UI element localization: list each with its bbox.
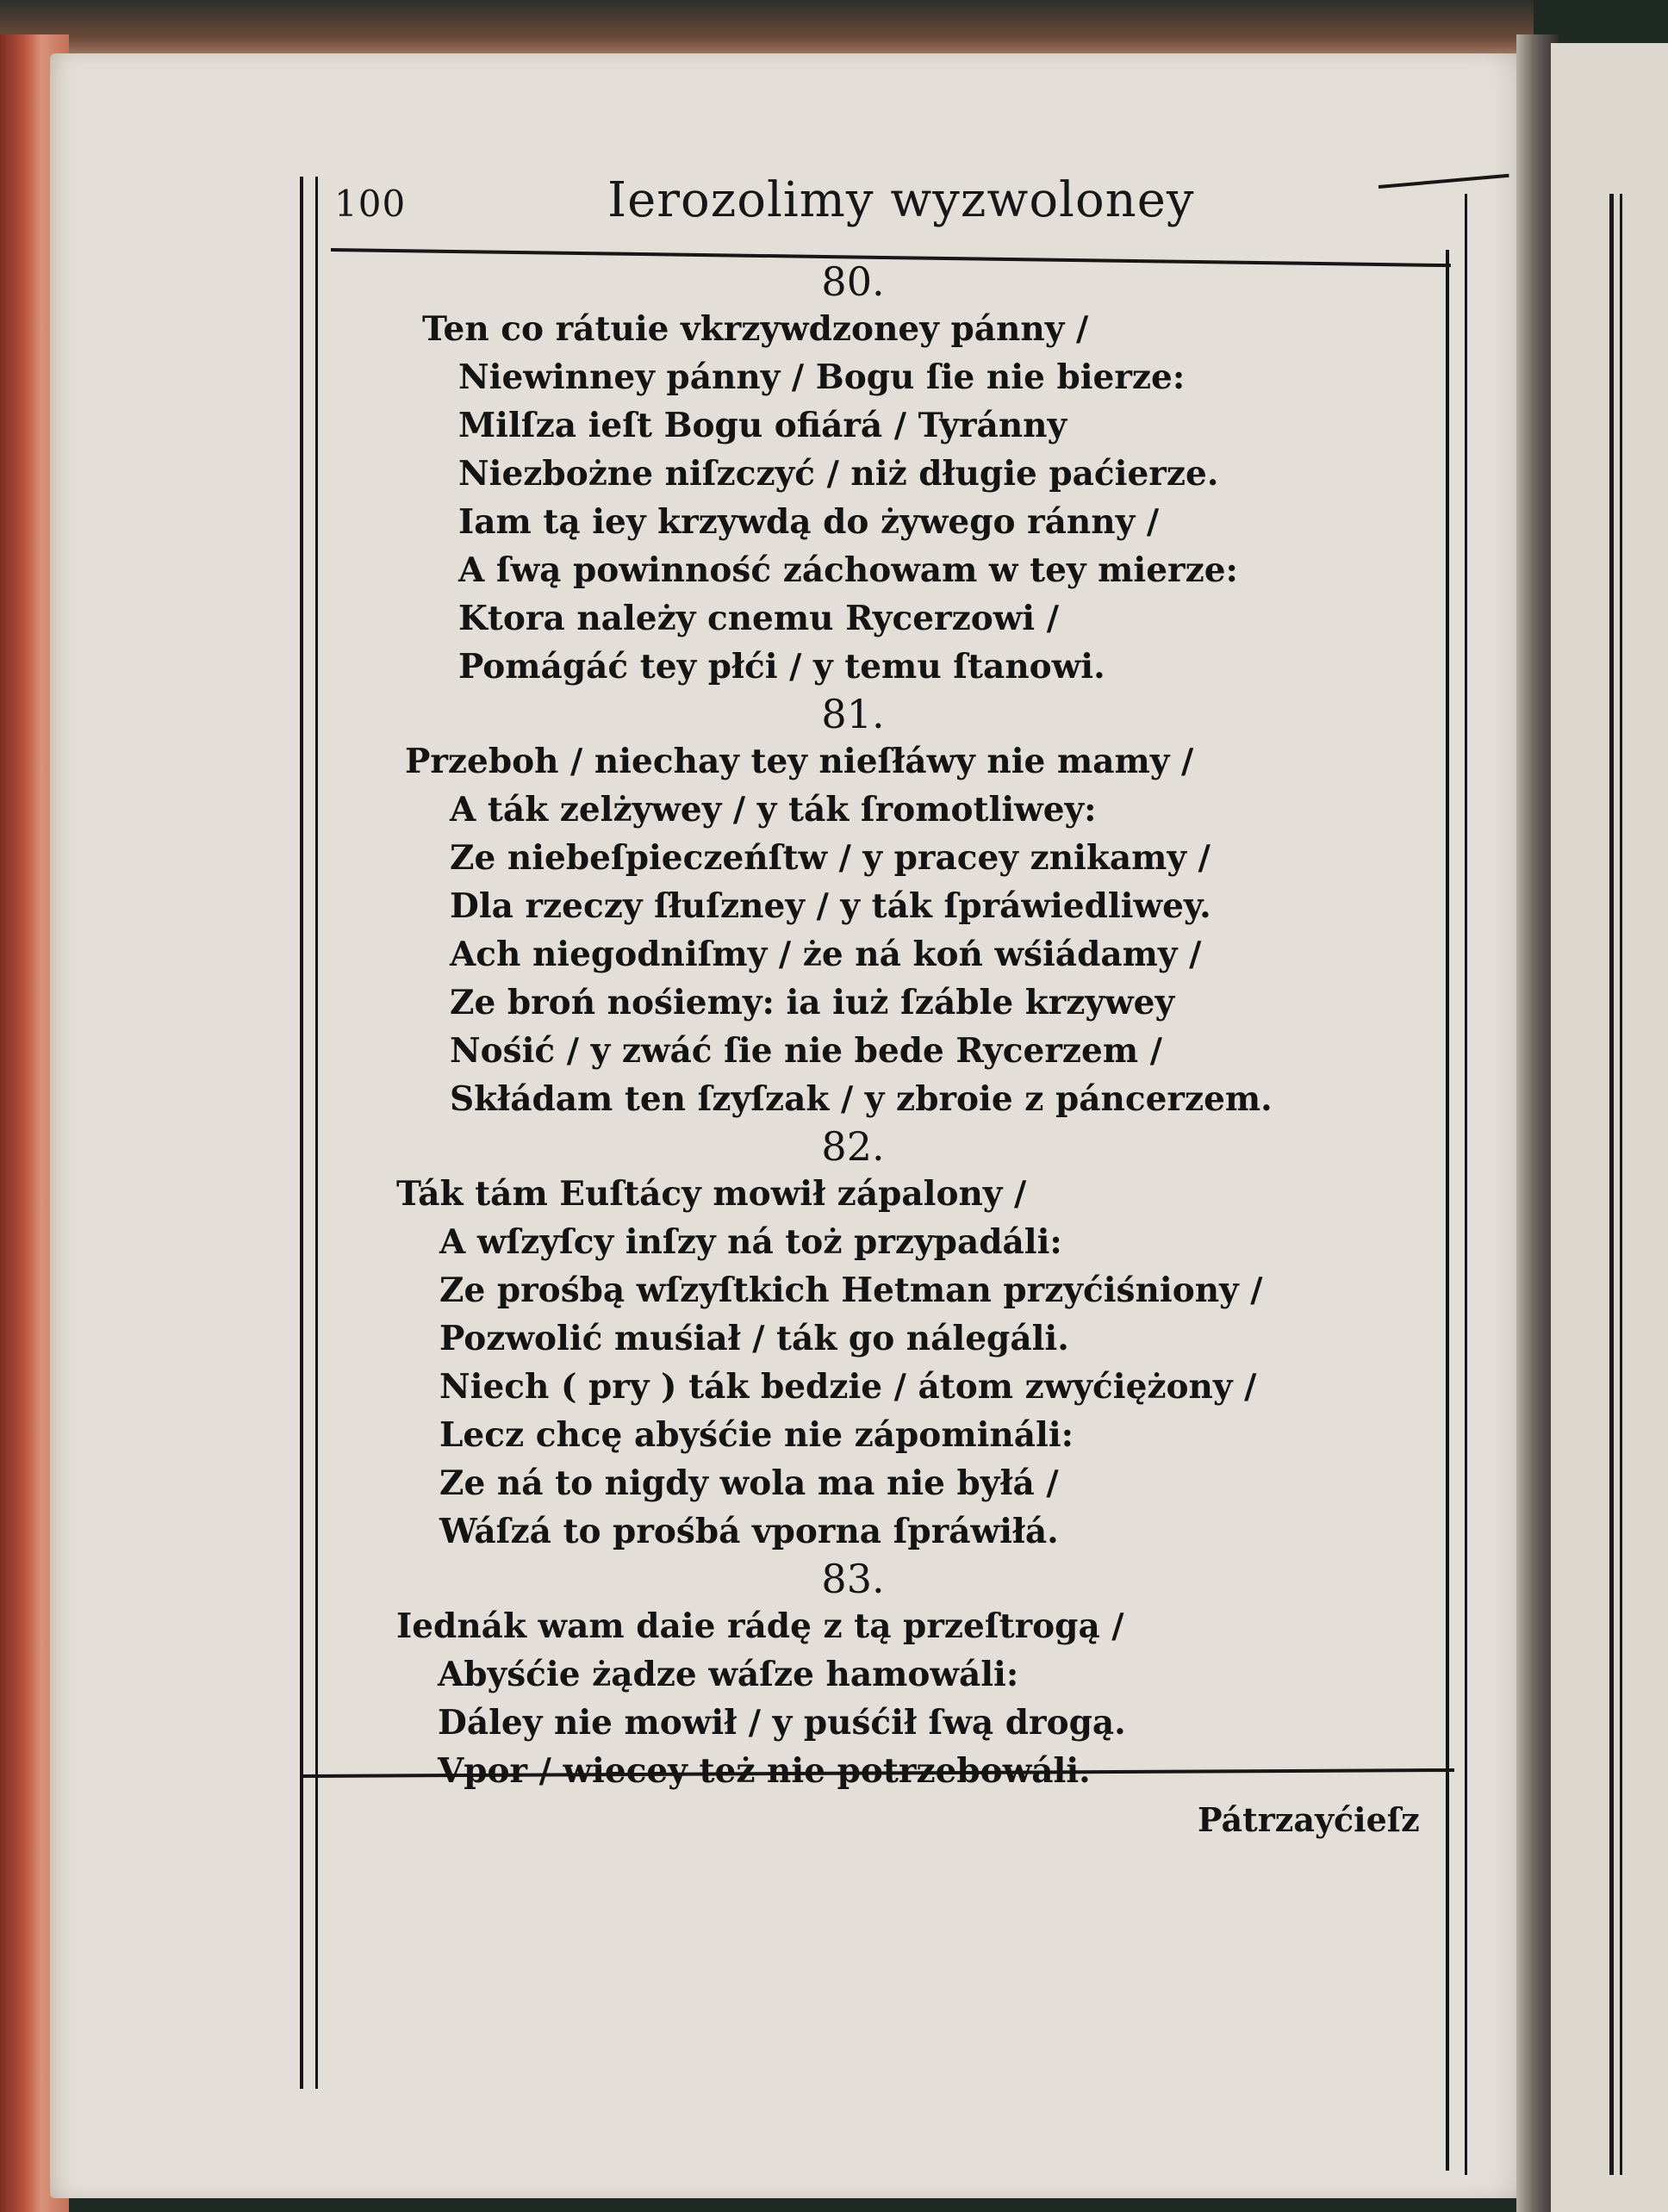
verse-line: Dla rzeczy ſłuſzney / y ták ſpráwiedliwey.	[450, 886, 1211, 926]
verse-line: Dáley nie mowił / y puśćił ſwą drogą.	[438, 1703, 1126, 1743]
verse-line: Iednák wam daie rádę z tą przeſtrogą /	[396, 1606, 1124, 1646]
verse-line: Lecz chcę abyśćie nie zápomináli:	[439, 1415, 1074, 1455]
verse-line: Pomágáć tey płći / y temu ſtanowi.	[458, 647, 1105, 687]
verse-line: Niech ( pry ) ták bedzie / átom zwyćiężony /	[439, 1367, 1257, 1407]
verse-line: A ták zelżywey / y ták ſromotliwey:	[450, 790, 1097, 830]
verse-line: A wſzyſcy inſzy ná toż przypadáli:	[439, 1222, 1062, 1262]
verse-line: A ſwą powinność záchowam w tey mierze:	[458, 550, 1238, 590]
catchword: Pátrzayćieſz	[1198, 1800, 1420, 1839]
stanza-number: 83.	[821, 1556, 885, 1602]
verse-line: Pozwolić muśiał / ták go nálegáli.	[439, 1319, 1069, 1358]
verse-line: Niewinney pánny / Bogu ſie nie bierze:	[458, 357, 1186, 397]
verse-line: Nośić / y zwáć ſie nie bede Rycerzem /	[450, 1031, 1162, 1071]
verse-line: Ktora należy cnemu Rycerzowi /	[458, 599, 1059, 638]
verse-line: Ten co rátuie vkrzywdzoney pánny /	[422, 309, 1089, 349]
verse-line: Ze broń nośiemy: ia iuż ſzáble krzywey	[450, 983, 1175, 1022]
frame-left-outer-rule	[300, 177, 303, 2089]
verse-line: Niezbożne niſzczyć / niż długie paćierze.	[458, 454, 1219, 494]
stanza	[396, 258, 1361, 691]
stanza-number: 82.	[821, 1123, 885, 1170]
verse-line: Ze niebeſpieczeńſtw / y pracey znikamy /	[450, 838, 1211, 878]
verse-line: Ze ná to nigdy wola ma nie byłá /	[439, 1463, 1059, 1503]
frame-left-inner-rule	[315, 177, 318, 2089]
verse-line: Ták tám Euſtácy mowił zápalony /	[396, 1174, 1027, 1214]
stanza	[396, 691, 1361, 1123]
verse-line: Ach niegodniſmy / że ná koń wśiádamy /	[450, 935, 1202, 974]
verse-line: Iam tą iey krzywdą do żywego ránny /	[458, 502, 1160, 542]
facing-page-rule	[1620, 194, 1622, 2175]
frame-right-inner-rule	[1446, 250, 1449, 2171]
verse-line: Vpor / wiecey też nie potrzebowáli.	[438, 1751, 1091, 1791]
verse-line: Abyśćie żądze wáſze hamowáli:	[438, 1655, 1019, 1694]
verse-line: Wáſzá to prośbá vporna ſpráwiłá.	[439, 1512, 1059, 1551]
stanza-number: 81.	[821, 691, 885, 737]
stanza	[396, 1556, 1361, 1795]
frame-right-outer-rule	[1465, 194, 1467, 2175]
verse-line: Milſza ieſt Bogu ofiárá / Tyránny	[458, 406, 1067, 445]
verse-line: Ze prośbą wſzyſtkich Hetman przyćiśniony /	[439, 1271, 1263, 1310]
facing-page-rule	[1609, 194, 1614, 2175]
verse-line: Przeboh / niechay tey nieſłáwy nie mamy /	[405, 742, 1194, 781]
running-title: Ierozolimy wyzwoloney	[607, 172, 1195, 228]
stanza-number: 80.	[821, 258, 885, 305]
verse-line: Skłádam ten ſzyſzak / y zbroie z páncerzem.	[450, 1079, 1273, 1119]
stanza	[396, 1123, 1361, 1556]
poem-text	[396, 258, 1361, 1795]
page-number: 100	[334, 183, 407, 225]
